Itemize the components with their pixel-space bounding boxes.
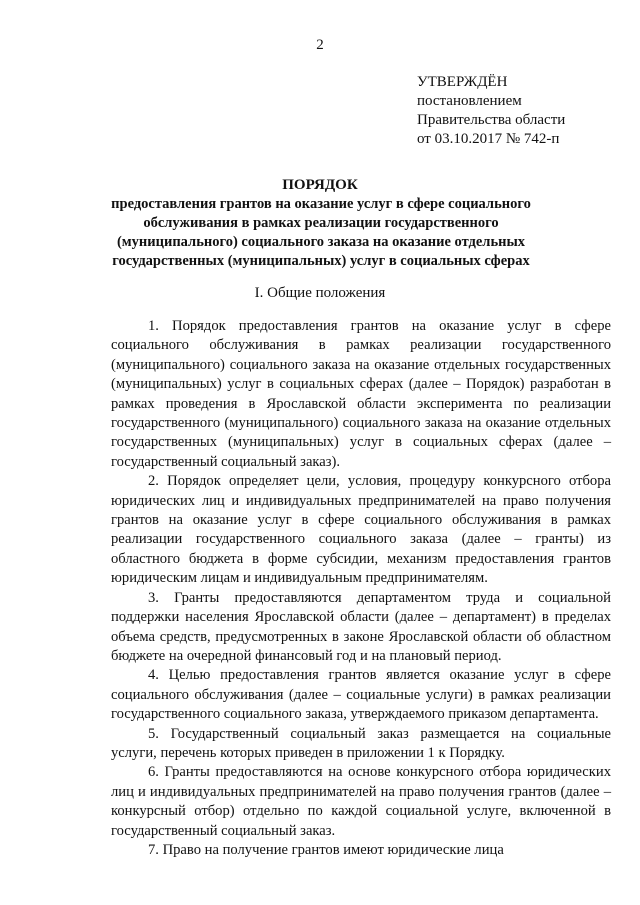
approval-line: УТВЕРЖДЁН: [417, 74, 508, 90]
page-number: 2: [316, 37, 324, 53]
paragraph: 6. Гранты предоставляются на основе конкурсного отбора юридических лиц и индивидуальных предпринимателей на право получения грантов (далее – конкурсный отбор) отдельно по каждой социальной услуге, включенной в государственный социальный заказ.: [111, 764, 611, 839]
paragraph: 7. Право на получение грантов имеют юридические лица: [148, 841, 504, 858]
approval-line: от 03.10.2017 № 742-п: [417, 131, 560, 147]
approval-line: постановлением: [417, 93, 522, 109]
document-body: [111, 317, 611, 860]
paragraph: 2. Порядок определяет цели, условия, процедуру конкурсного отбора юридических лиц и индивидуальных предпринимателей на право получения грантов на оказание услуг в сфере социального обслуживания в рамках реализации государственного социального заказа (далее – гранты) из областного бюджета в форме субсидии, механизм предоставления грантов юридическим лицам и индивидуальным предпринимателям.: [111, 473, 611, 587]
paragraph: 4. Целью предоставления грантов является оказание услуг в сфере социального обслуживания (далее – социальные услуги) в рамках реализации государственного социального заказа, утверждаемого приказом департамента.: [111, 667, 611, 723]
document-subtitle: предоставления грантов на оказание услуг в сфере социального обслуживания в рамках реализации государственного (муниципального) социального заказа на оказание отдельных государственных (муниципальных) услуг в социальных сферах: [111, 196, 531, 269]
document-title: ПОРЯДОК: [282, 177, 358, 193]
paragraph: 5. Государственный социальный заказ размещается на социальные услуги, перечень которых приведен в приложении 1 к Порядку.: [111, 725, 611, 761]
section-heading: I. Общие положения: [254, 285, 386, 301]
paragraph: 3. Гранты предоставляются департаментом труда и социальной поддержки населения Ярославской области (далее – департамент) в пределах объема средств, предусмотренных в законе Ярославской области об областном бюджете на очередной финансовый год и на плановый период.: [111, 589, 611, 664]
approval-block: [417, 73, 565, 149]
paragraph: 1. Порядок предоставления грантов на оказание услуг в сфере социального обслуживания в рамках реализации государственного (муниципального) социального заказа на оказание отдельных государственных (муниципальных) услуг в социальных сферах (далее – Порядок) разработан в рамках проведения в Ярославской области эксперимента по реализации государственного (муниципального) социального заказа на оказание отдельных государственных (муниципальных) услуг в социальных сферах (далее – государственный социальный заказ).: [111, 318, 611, 470]
approval-line: Правительства области: [417, 112, 566, 128]
